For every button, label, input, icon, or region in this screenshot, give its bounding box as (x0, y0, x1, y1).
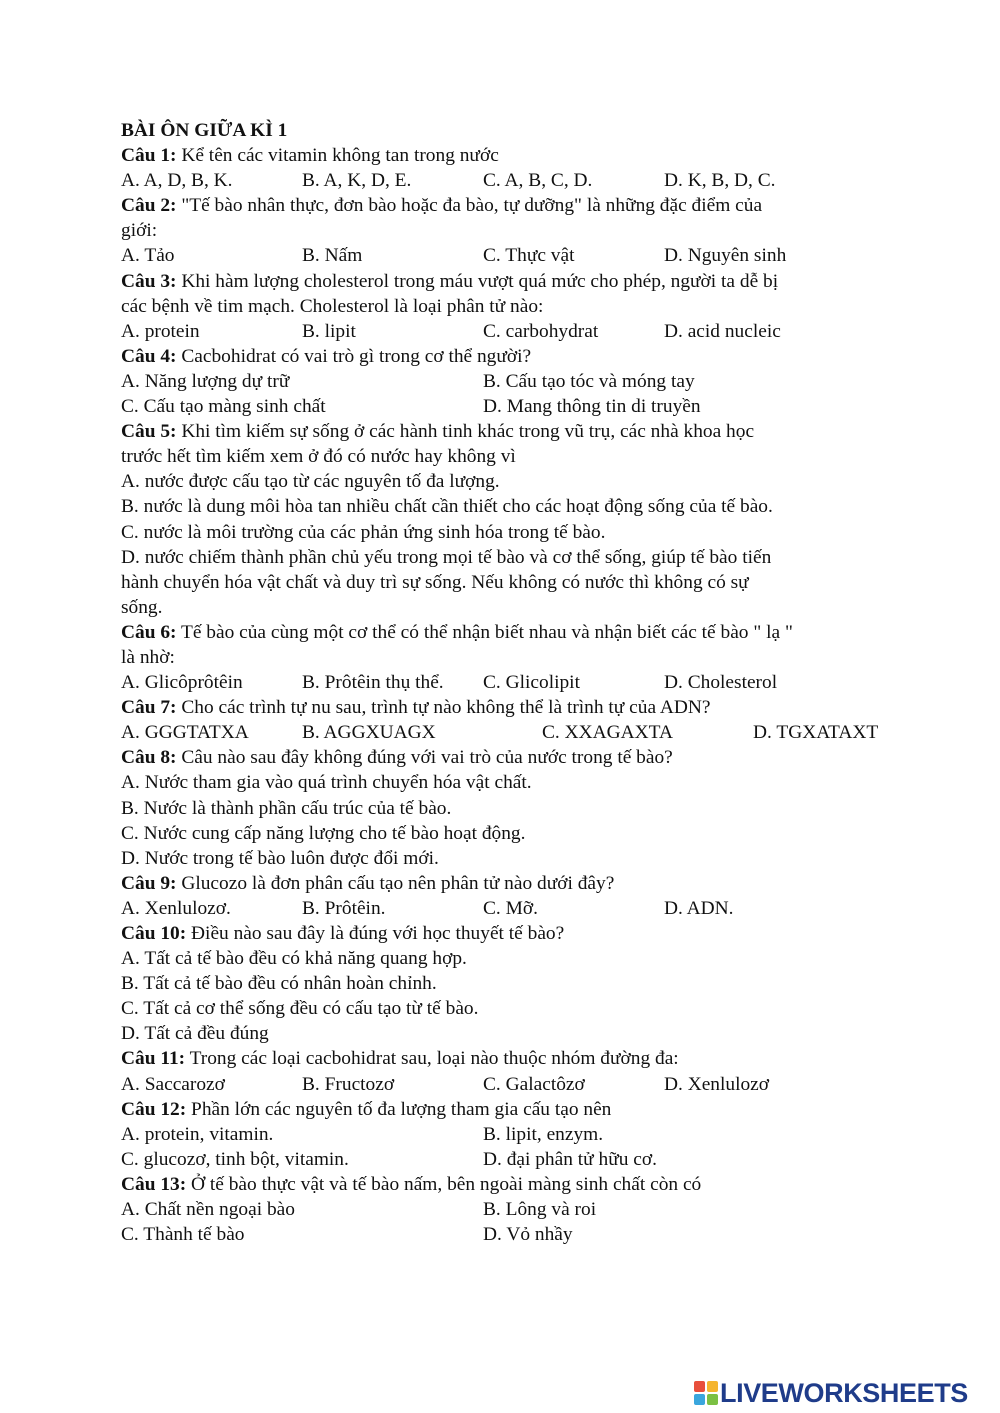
question-10-text: Điều nào sau đây là đúng với học thuyết tế bào? (191, 923, 565, 944)
answer-option[interactable]: A. Nước tham gia vào quá trình chuyển hóa vật chất. (121, 772, 532, 794)
question-10-options (121, 996, 891, 1021)
question-4-line (121, 344, 891, 369)
answer-option[interactable]: C. Glicolipit (483, 672, 580, 694)
answer-option[interactable]: C. Cấu tạo màng sinh chất (121, 396, 326, 418)
answer-option[interactable]: B. lipit, enzym. (483, 1123, 604, 1145)
answer-option[interactable]: A. Chất nền ngoại bào (121, 1199, 295, 1221)
question-5-options (121, 545, 891, 570)
answer-option[interactable]: D. acid nucleic (664, 320, 781, 342)
answer-option[interactable]: C. Thực vật (483, 245, 575, 267)
question-11-text: Trong các loại cacbohidrat sau, loại nào thuộc nhóm đường đa: (189, 1048, 679, 1070)
question-12-text: Phần lớn các nguyên tố đa lượng tham gia cấu tạo nên (191, 1098, 612, 1120)
liveworksheets-logo-icon (694, 1381, 718, 1405)
answer-option[interactable]: A. protein, vitamin. (121, 1123, 274, 1145)
question-3-text: Khi hàm lượng cholesterol trong máu vượt quá mức cho phép, người ta dễ bị (181, 270, 779, 292)
question-2-label: Câu 2: (121, 195, 177, 217)
question-5-line (121, 419, 891, 444)
answer-option[interactable]: B. nước là dung môi hòa tan nhiều chất cần thiết cho các hoạt động sống của tế bào. (121, 496, 773, 518)
question-3-label: Câu 3: (121, 270, 177, 292)
question-4-text: Cacbohidrat có vai trò gì trong cơ thể người? (181, 345, 532, 367)
question-4-options (121, 394, 891, 419)
answer-option[interactable]: sống. (121, 596, 163, 618)
answer-option[interactable]: A. Saccarozơ (121, 1073, 225, 1095)
liveworksheets-brand[interactable] (694, 1378, 994, 1408)
question-10-options (121, 971, 891, 996)
answer-option[interactable]: B. Prôtêin thụ thể. (302, 672, 444, 694)
answer-option[interactable]: C. XXAGAXTA (542, 722, 673, 744)
answer-option[interactable]: D. TGXATAXT (753, 722, 879, 744)
question-4-label: Câu 4: (121, 345, 177, 367)
question-6-options (121, 670, 891, 695)
answer-option[interactable]: D. nước chiếm thành phần chủ yếu trong mọi tế bào và cơ thể sống, giúp tế bào tiến (121, 546, 772, 568)
brand-name: LIVEWORKSHEETS (720, 1377, 968, 1408)
question-2-options (121, 243, 891, 268)
question-12-label: Câu 12: (121, 1098, 187, 1120)
worksheet-title: BÀI ÔN GIỮA KÌ 1 (121, 120, 288, 141)
question-1-line (121, 143, 891, 168)
answer-option[interactable]: A. Xenlulozơ. (121, 897, 231, 919)
question-2-line (121, 218, 891, 243)
question-9-text: Glucozo là đơn phân cấu tạo nên phân tử nào dưới đây? (181, 872, 615, 894)
question-1-label: Câu 1: (121, 145, 177, 167)
question-2-line (121, 193, 891, 218)
question-1-text: Kể tên các vitamin không tan trong nước (181, 145, 499, 167)
question-5-options (121, 520, 891, 545)
question-5-options (121, 494, 891, 519)
question-10-label: Câu 10: (121, 923, 187, 944)
question-8-options (121, 796, 891, 821)
answer-option[interactable]: C. Tất cả cơ thể sống đều có cấu tạo từ tế bào. (121, 998, 479, 1020)
question-3-line (121, 269, 891, 294)
question-5-options (121, 469, 891, 494)
answer-option[interactable]: C. nước là môi trường của các phản ứng sinh hóa trong tế bào. (121, 521, 606, 543)
answer-option[interactable]: C. A, B, C, D. (483, 170, 593, 192)
question-6-label: Câu 6: (121, 621, 177, 643)
answer-option[interactable]: A. GGGTATXA (121, 722, 249, 744)
question-10-options (121, 1021, 891, 1046)
answer-option[interactable]: C. glucozơ, tinh bột, vitamin. (121, 1148, 349, 1170)
answer-option[interactable]: C. Thành tế bào (121, 1224, 245, 1246)
question-12-options (121, 1147, 891, 1172)
answer-option[interactable]: B. lipit (302, 320, 356, 342)
question-7-text: Cho các trình tự nu sau, trình tự nào không thể là trình tự của ADN? (181, 697, 711, 719)
question-5-text: trước hết tìm kiếm xem ở đó có nước hay không vì (121, 446, 516, 468)
question-9-line (121, 871, 891, 896)
question-11-label: Câu 11: (121, 1048, 186, 1070)
question-8-line (121, 745, 891, 770)
answer-option[interactable]: B. Fructozơ (302, 1073, 395, 1095)
question-10-line (121, 921, 891, 946)
answer-option[interactable]: B. Lông và roi (483, 1199, 597, 1221)
answer-option[interactable]: B. Nấm (302, 245, 363, 267)
answer-option[interactable]: D. K, B, D, C. (664, 170, 776, 192)
answer-option[interactable]: A. Tất cả tế bào đều có khả năng quang hợp. (121, 948, 467, 970)
question-12-line (121, 1097, 891, 1122)
answer-option[interactable]: C. Nước cung cấp năng lượng cho tế bào hoạt động. (121, 822, 526, 844)
answer-option[interactable]: B. Cấu tạo tóc và móng tay (483, 370, 695, 392)
question-8-options (121, 846, 891, 871)
question-6-text: Tế bào của cùng một cơ thể có thể nhận biết nhau và nhận biết các tế bào " lạ " (180, 621, 793, 643)
answer-option[interactable]: D. Nguyên sinh (664, 245, 787, 267)
question-9-label: Câu 9: (121, 872, 177, 894)
question-8-options (121, 770, 891, 795)
answer-option[interactable]: C. carbohydrat (483, 320, 599, 342)
question-5-line (121, 444, 891, 469)
question-6-line (121, 645, 891, 670)
answer-option[interactable]: B. Prôtêin. (302, 897, 386, 919)
question-13-line (121, 1172, 891, 1197)
worksheet (121, 118, 891, 1247)
question-5-label: Câu 5: (121, 421, 177, 443)
question-2-text: "Tế bào nhân thực, đơn bào hoặc đa bào, tự dưỡng" là những đặc điểm của (181, 195, 763, 217)
question-13-text: Ở tế bào thực vật và tế bào nấm, bên ngoài màng sinh chất còn có (191, 1173, 702, 1195)
answer-option[interactable]: A. protein (121, 320, 200, 342)
answer-option[interactable]: D. Mang thông tin di truyền (483, 396, 701, 418)
answer-option[interactable]: B. Nước là thành phần cấu trúc của tế bào. (121, 797, 452, 819)
question-2-text: giới: (121, 220, 158, 242)
question-6-line (121, 620, 891, 645)
question-3-options (121, 319, 891, 344)
question-5-options (121, 570, 891, 595)
question-8-text: Câu nào sau đây không đúng với vai trò của nước trong tế bào? (181, 747, 673, 769)
answer-option[interactable]: D. Xenlulozơ (664, 1073, 770, 1095)
question-11-line (121, 1046, 891, 1071)
answer-option[interactable]: B. Tất cả tế bào đều có nhân hoàn chỉnh. (121, 973, 437, 995)
answer-option[interactable]: A. Tảo (121, 245, 175, 267)
answer-option[interactable]: D. Nước trong tế bào luôn được đổi mới. (121, 847, 439, 869)
question-7-label: Câu 7: (121, 697, 177, 719)
question-3-line (121, 294, 891, 319)
question-13-options (121, 1222, 891, 1247)
question-1-options (121, 168, 891, 193)
question-4-options (121, 369, 891, 394)
question-3-text: các bệnh về tim mạch. Cholesterol là loại phân tử nào: (121, 295, 544, 317)
question-10-options (121, 946, 891, 971)
question-13-label: Câu 13: (121, 1173, 187, 1195)
question-8-label: Câu 8: (121, 747, 177, 769)
question-8-options (121, 821, 891, 846)
answer-option[interactable]: D. ADN. (664, 897, 734, 919)
question-7-options (121, 720, 891, 745)
answer-option[interactable]: D. Cholesterol (664, 672, 778, 694)
answer-option[interactable]: hành chuyển hóa vật chất và duy trì sự sống. Nếu không có nước thì không có sự (121, 571, 749, 593)
answer-option[interactable]: B. A, K, D, E. (302, 170, 412, 192)
answer-option[interactable]: D. Tất cả đều đúng (121, 1023, 269, 1045)
answer-option[interactable]: A. A, D, B, K. (121, 170, 233, 192)
answer-option[interactable]: D. Vỏ nhầy (483, 1224, 573, 1246)
answer-option[interactable]: A. nước được cấu tạo từ các nguyên tố đa lượng. (121, 471, 500, 493)
question-7-line (121, 695, 891, 720)
question-6-text: là nhờ: (121, 646, 175, 668)
question-5-text: Khi tìm kiếm sự sống ở các hành tinh khác trong vũ trụ, các nhà khoa học (181, 421, 755, 443)
question-11-options (121, 1072, 891, 1097)
question-9-options (121, 896, 891, 921)
question-13-options (121, 1197, 891, 1222)
answer-option[interactable]: A. Glicôprôtêin (121, 672, 243, 694)
answer-option[interactable]: C. Galactôzơ (483, 1073, 585, 1095)
answer-option[interactable]: A. Năng lượng dự trữ (121, 370, 290, 392)
question-12-options (121, 1122, 891, 1147)
answer-option[interactable]: C. Mỡ. (483, 897, 538, 919)
question-5-options (121, 595, 891, 620)
answer-option[interactable]: D. đại phân tử hữu cơ. (483, 1148, 657, 1170)
answer-option[interactable]: B. AGGXUAGX (302, 722, 436, 744)
